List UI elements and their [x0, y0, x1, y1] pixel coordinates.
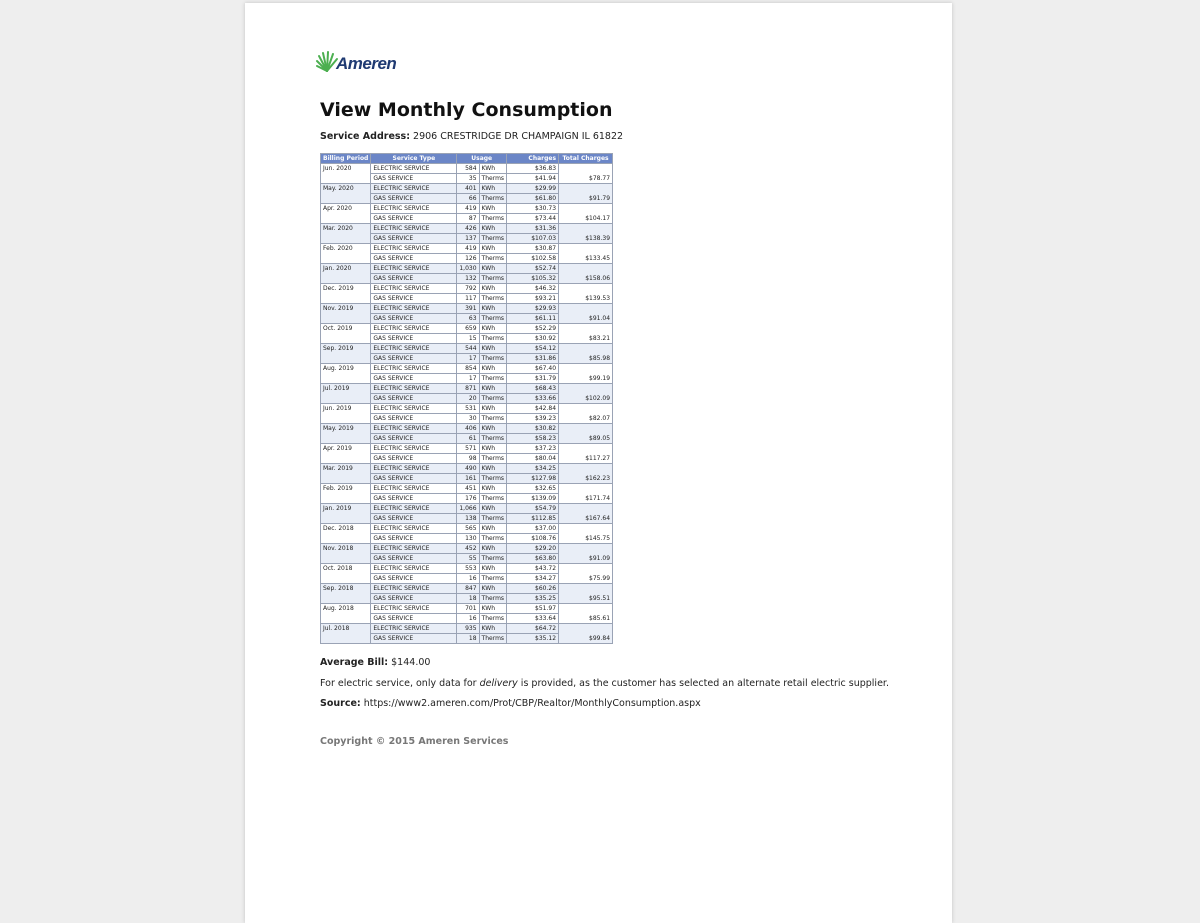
total-charge-cell: $167.64: [559, 504, 613, 524]
unit-cell: Therms: [479, 414, 507, 424]
charge-cell: $64.72: [507, 624, 559, 634]
usage-cell: 15: [457, 334, 479, 344]
charge-cell: $58.23: [507, 434, 559, 444]
service-type-cell: GAS SERVICE: [371, 614, 457, 624]
usage-cell: 935: [457, 624, 479, 634]
consumption-table-wrap: [320, 153, 613, 644]
note-text-before: For electric service, only data for: [320, 678, 480, 689]
average-bill: [320, 657, 430, 668]
service-type-cell: GAS SERVICE: [371, 234, 457, 244]
usage-cell: 63: [457, 314, 479, 324]
usage-cell: 565: [457, 524, 479, 534]
unit-cell: KWh: [479, 284, 507, 294]
total-charge-cell: $82.07: [559, 404, 613, 424]
charge-cell: $43.72: [507, 564, 559, 574]
unit-cell: KWh: [479, 204, 507, 214]
unit-cell: KWh: [479, 184, 507, 194]
usage-cell: 55: [457, 554, 479, 564]
service-type-cell: ELECTRIC SERVICE: [371, 464, 457, 474]
usage-cell: 571: [457, 444, 479, 454]
charge-cell: $39.23: [507, 414, 559, 424]
table-row: [321, 404, 613, 414]
charge-cell: $52.74: [507, 264, 559, 274]
service-type-cell: ELECTRIC SERVICE: [371, 524, 457, 534]
service-type-cell: ELECTRIC SERVICE: [371, 444, 457, 454]
service-type-cell: ELECTRIC SERVICE: [371, 184, 457, 194]
charge-cell: $73.44: [507, 214, 559, 224]
total-charge-cell: $91.79: [559, 184, 613, 204]
service-address: [320, 131, 623, 142]
service-type-cell: GAS SERVICE: [371, 214, 457, 224]
unit-cell: Therms: [479, 494, 507, 504]
table-row: [321, 364, 613, 374]
billing-period-cell: Feb. 2020: [321, 244, 371, 264]
table-row: [321, 204, 613, 214]
unit-cell: KWh: [479, 444, 507, 454]
unit-cell: KWh: [479, 384, 507, 394]
usage-cell: 16: [457, 614, 479, 624]
unit-cell: Therms: [479, 254, 507, 264]
unit-cell: KWh: [479, 364, 507, 374]
table-row: [321, 324, 613, 334]
service-type-cell: ELECTRIC SERVICE: [371, 624, 457, 634]
billing-period-cell: Sep. 2018: [321, 584, 371, 604]
unit-cell: Therms: [479, 334, 507, 344]
total-charge-cell: $85.98: [559, 344, 613, 364]
total-charge-cell: $133.45: [559, 244, 613, 264]
unit-cell: KWh: [479, 544, 507, 554]
usage-cell: 419: [457, 204, 479, 214]
table-row: [321, 504, 613, 514]
billing-period-cell: Nov. 2019: [321, 304, 371, 324]
billing-period-cell: Mar. 2020: [321, 224, 371, 244]
charge-cell: $33.64: [507, 614, 559, 624]
usage-cell: 66: [457, 194, 479, 204]
charge-cell: $139.09: [507, 494, 559, 504]
total-charge-cell: $139.53: [559, 284, 613, 304]
table-row: [321, 344, 613, 354]
service-type-cell: GAS SERVICE: [371, 534, 457, 544]
document-page: [245, 3, 952, 923]
unit-cell: KWh: [479, 264, 507, 274]
unit-cell: KWh: [479, 324, 507, 334]
unit-cell: Therms: [479, 434, 507, 444]
unit-cell: KWh: [479, 244, 507, 254]
service-type-cell: GAS SERVICE: [371, 174, 457, 184]
total-charge-cell: $117.27: [559, 444, 613, 464]
charge-cell: $30.73: [507, 204, 559, 214]
usage-cell: 391: [457, 304, 479, 314]
service-type-cell: GAS SERVICE: [371, 494, 457, 504]
total-charge-cell: $91.04: [559, 304, 613, 324]
note-text-after: is provided, as the customer has selected an alternate retail electric supplier.: [517, 678, 889, 689]
service-type-cell: ELECTRIC SERVICE: [371, 304, 457, 314]
service-type-cell: ELECTRIC SERVICE: [371, 384, 457, 394]
charge-cell: $54.12: [507, 344, 559, 354]
header-service-type: Service Type: [371, 154, 457, 164]
total-charge-cell: $89.05: [559, 424, 613, 444]
unit-cell: Therms: [479, 294, 507, 304]
usage-cell: 87: [457, 214, 479, 224]
unit-cell: KWh: [479, 344, 507, 354]
charge-cell: $37.00: [507, 524, 559, 534]
usage-cell: 584: [457, 164, 479, 174]
usage-cell: 18: [457, 634, 479, 644]
usage-cell: 451: [457, 484, 479, 494]
service-type-cell: ELECTRIC SERVICE: [371, 164, 457, 174]
total-charge-cell: $171.74: [559, 484, 613, 504]
usage-cell: 130: [457, 534, 479, 544]
billing-period-cell: Aug. 2018: [321, 604, 371, 624]
total-charge-cell: $138.39: [559, 224, 613, 244]
source: [320, 698, 701, 709]
service-address-value: 2906 CRESTRIDGE DR CHAMPAIGN IL 61822: [413, 131, 624, 142]
usage-cell: 531: [457, 404, 479, 414]
service-type-cell: GAS SERVICE: [371, 414, 457, 424]
service-type-cell: GAS SERVICE: [371, 554, 457, 564]
usage-cell: 17: [457, 354, 479, 364]
table-body: [321, 164, 613, 644]
unit-cell: Therms: [479, 194, 507, 204]
usage-cell: 61: [457, 434, 479, 444]
total-charge-cell: $75.99: [559, 564, 613, 584]
unit-cell: KWh: [479, 464, 507, 474]
usage-cell: 138: [457, 514, 479, 524]
charge-cell: $93.21: [507, 294, 559, 304]
charge-cell: $54.79: [507, 504, 559, 514]
charge-cell: $61.80: [507, 194, 559, 204]
average-bill-label: Average Bill:: [320, 657, 389, 668]
total-charge-cell: $162.23: [559, 464, 613, 484]
usage-cell: 426: [457, 224, 479, 234]
charge-cell: $127.98: [507, 474, 559, 484]
billing-period-cell: May. 2019: [321, 424, 371, 444]
usage-cell: 35: [457, 174, 479, 184]
service-type-cell: ELECTRIC SERVICE: [371, 584, 457, 594]
unit-cell: Therms: [479, 174, 507, 184]
charge-cell: $31.79: [507, 374, 559, 384]
total-charge-cell: $78.77: [559, 164, 613, 184]
service-type-cell: GAS SERVICE: [371, 434, 457, 444]
usage-cell: 98: [457, 454, 479, 464]
usage-cell: 659: [457, 324, 479, 334]
usage-cell: 18: [457, 594, 479, 604]
consumption-table: [320, 153, 613, 644]
service-type-cell: GAS SERVICE: [371, 374, 457, 384]
charge-cell: $30.87: [507, 244, 559, 254]
unit-cell: Therms: [479, 314, 507, 324]
usage-cell: 132: [457, 274, 479, 284]
billing-period-cell: Oct. 2019: [321, 324, 371, 344]
unit-cell: KWh: [479, 584, 507, 594]
charge-cell: $30.82: [507, 424, 559, 434]
unit-cell: Therms: [479, 214, 507, 224]
table-row: [321, 484, 613, 494]
usage-cell: 847: [457, 584, 479, 594]
unit-cell: Therms: [479, 354, 507, 364]
charge-cell: $34.27: [507, 574, 559, 584]
ameren-logo-text: Ameren: [336, 54, 397, 73]
billing-period-cell: Aug. 2019: [321, 364, 371, 384]
unit-cell: KWh: [479, 604, 507, 614]
service-type-cell: ELECTRIC SERVICE: [371, 364, 457, 374]
charge-cell: $32.65: [507, 484, 559, 494]
unit-cell: KWh: [479, 564, 507, 574]
service-type-cell: ELECTRIC SERVICE: [371, 264, 457, 274]
service-type-cell: ELECTRIC SERVICE: [371, 484, 457, 494]
service-type-cell: ELECTRIC SERVICE: [371, 224, 457, 234]
service-type-cell: GAS SERVICE: [371, 454, 457, 464]
charge-cell: $108.76: [507, 534, 559, 544]
usage-cell: 401: [457, 184, 479, 194]
charge-cell: $60.26: [507, 584, 559, 594]
unit-cell: Therms: [479, 374, 507, 384]
charge-cell: $34.25: [507, 464, 559, 474]
usage-cell: 126: [457, 254, 479, 264]
charge-cell: $112.85: [507, 514, 559, 524]
usage-cell: 452: [457, 544, 479, 554]
charge-cell: $68.43: [507, 384, 559, 394]
billing-period-cell: Jan. 2020: [321, 264, 371, 284]
charge-cell: $29.20: [507, 544, 559, 554]
usage-cell: 137: [457, 234, 479, 244]
usage-cell: 553: [457, 564, 479, 574]
total-charge-cell: $91.09: [559, 544, 613, 564]
page-title: View Monthly Consumption: [320, 99, 613, 121]
service-type-cell: GAS SERVICE: [371, 394, 457, 404]
table-row: [321, 304, 613, 314]
total-charge-cell: $83.21: [559, 324, 613, 344]
total-charge-cell: $95.51: [559, 584, 613, 604]
charge-cell: $31.86: [507, 354, 559, 364]
service-type-cell: GAS SERVICE: [371, 514, 457, 524]
usage-cell: 871: [457, 384, 479, 394]
usage-cell: 20: [457, 394, 479, 404]
service-type-cell: ELECTRIC SERVICE: [371, 504, 457, 514]
unit-cell: Therms: [479, 234, 507, 244]
table-row: [321, 424, 613, 434]
unit-cell: KWh: [479, 484, 507, 494]
charge-cell: $105.32: [507, 274, 559, 284]
copyright: Copyright © 2015 Ameren Services: [320, 736, 509, 747]
unit-cell: Therms: [479, 514, 507, 524]
unit-cell: Therms: [479, 474, 507, 484]
electric-note: [320, 678, 889, 689]
charge-cell: $80.04: [507, 454, 559, 464]
service-type-cell: ELECTRIC SERVICE: [371, 244, 457, 254]
unit-cell: KWh: [479, 304, 507, 314]
service-type-cell: GAS SERVICE: [371, 334, 457, 344]
service-type-cell: ELECTRIC SERVICE: [371, 344, 457, 354]
table-row: [321, 544, 613, 554]
service-type-cell: ELECTRIC SERVICE: [371, 284, 457, 294]
unit-cell: KWh: [479, 504, 507, 514]
service-type-cell: GAS SERVICE: [371, 254, 457, 264]
table-row: [321, 524, 613, 534]
billing-period-cell: Apr. 2019: [321, 444, 371, 464]
unit-cell: Therms: [479, 594, 507, 604]
service-type-cell: ELECTRIC SERVICE: [371, 424, 457, 434]
usage-cell: 792: [457, 284, 479, 294]
average-bill-value: $144.00: [391, 657, 431, 668]
charge-cell: $31.36: [507, 224, 559, 234]
billing-period-cell: Jan. 2019: [321, 504, 371, 524]
table-row: [321, 464, 613, 474]
billing-period-cell: Nov. 2018: [321, 544, 371, 564]
service-address-label: Service Address:: [320, 131, 410, 142]
unit-cell: Therms: [479, 634, 507, 644]
charge-cell: $33.66: [507, 394, 559, 404]
charge-cell: $51.97: [507, 604, 559, 614]
billing-period-cell: Jun. 2020: [321, 164, 371, 184]
billing-period-cell: Jul. 2018: [321, 624, 371, 644]
charge-cell: $42.84: [507, 404, 559, 414]
charge-cell: $29.99: [507, 184, 559, 194]
charge-cell: $35.12: [507, 634, 559, 644]
unit-cell: Therms: [479, 454, 507, 464]
billing-period-cell: Jun. 2019: [321, 404, 371, 424]
charge-cell: $36.83: [507, 164, 559, 174]
usage-cell: 176: [457, 494, 479, 504]
note-emphasis: delivery: [479, 678, 518, 689]
service-type-cell: GAS SERVICE: [371, 194, 457, 204]
charge-cell: $63.80: [507, 554, 559, 564]
header-usage: Usage: [457, 154, 507, 164]
source-label: Source:: [320, 698, 361, 709]
unit-cell: Therms: [479, 614, 507, 624]
table-row: [321, 164, 613, 174]
usage-cell: 701: [457, 604, 479, 614]
source-url[interactable]: https://www2.ameren.com/Prot/CBP/Realtor/MonthlyConsumption.aspx: [363, 698, 701, 709]
service-type-cell: GAS SERVICE: [371, 634, 457, 644]
unit-cell: Therms: [479, 274, 507, 284]
total-charge-cell: $158.06: [559, 264, 613, 284]
service-type-cell: GAS SERVICE: [371, 274, 457, 284]
total-charge-cell: $85.61: [559, 604, 613, 624]
total-charge-cell: $104.17: [559, 204, 613, 224]
service-type-cell: GAS SERVICE: [371, 574, 457, 584]
service-type-cell: GAS SERVICE: [371, 294, 457, 304]
table-row: [321, 264, 613, 274]
usage-cell: 1,066: [457, 504, 479, 514]
billing-period-cell: Apr. 2020: [321, 204, 371, 224]
charge-cell: $37.23: [507, 444, 559, 454]
unit-cell: KWh: [479, 404, 507, 414]
usage-cell: 490: [457, 464, 479, 474]
table-row: [321, 604, 613, 614]
table-row: [321, 384, 613, 394]
usage-cell: 544: [457, 344, 479, 354]
charge-cell: $41.94: [507, 174, 559, 184]
total-charge-cell: $99.19: [559, 364, 613, 384]
service-type-cell: ELECTRIC SERVICE: [371, 604, 457, 614]
billing-period-cell: Sep. 2019: [321, 344, 371, 364]
usage-cell: 17: [457, 374, 479, 384]
table-row: [321, 444, 613, 454]
ameren-logo: [315, 51, 396, 73]
header-total-charges: Total Charges: [559, 154, 613, 164]
usage-cell: 854: [457, 364, 479, 374]
charge-cell: $102.58: [507, 254, 559, 264]
billing-period-cell: Feb. 2019: [321, 484, 371, 504]
billing-period-cell: Dec. 2019: [321, 284, 371, 304]
service-type-cell: ELECTRIC SERVICE: [371, 204, 457, 214]
unit-cell: KWh: [479, 164, 507, 174]
unit-cell: KWh: [479, 424, 507, 434]
service-type-cell: GAS SERVICE: [371, 314, 457, 324]
unit-cell: KWh: [479, 224, 507, 234]
usage-cell: 419: [457, 244, 479, 254]
charge-cell: $107.03: [507, 234, 559, 244]
service-type-cell: GAS SERVICE: [371, 594, 457, 604]
total-charge-cell: $145.75: [559, 524, 613, 544]
table-row: [321, 564, 613, 574]
charge-cell: $46.32: [507, 284, 559, 294]
service-type-cell: ELECTRIC SERVICE: [371, 324, 457, 334]
charge-cell: $35.25: [507, 594, 559, 604]
service-type-cell: GAS SERVICE: [371, 354, 457, 364]
charge-cell: $67.40: [507, 364, 559, 374]
usage-cell: 406: [457, 424, 479, 434]
table-row: [321, 224, 613, 234]
usage-cell: 30: [457, 414, 479, 424]
billing-period-cell: Dec. 2018: [321, 524, 371, 544]
billing-period-cell: Jul. 2019: [321, 384, 371, 404]
usage-cell: 117: [457, 294, 479, 304]
header-billing-period: Billing Period: [321, 154, 371, 164]
unit-cell: Therms: [479, 554, 507, 564]
total-charge-cell: $102.09: [559, 384, 613, 404]
total-charge-cell: $99.84: [559, 624, 613, 644]
billing-period-cell: May. 2020: [321, 184, 371, 204]
charge-cell: $30.92: [507, 334, 559, 344]
usage-cell: 1,030: [457, 264, 479, 274]
charge-cell: $52.29: [507, 324, 559, 334]
unit-cell: Therms: [479, 534, 507, 544]
service-type-cell: GAS SERVICE: [371, 474, 457, 484]
table-row: [321, 584, 613, 594]
unit-cell: KWh: [479, 624, 507, 634]
unit-cell: KWh: [479, 524, 507, 534]
table-row: [321, 624, 613, 634]
billing-period-cell: Mar. 2019: [321, 464, 371, 484]
service-type-cell: ELECTRIC SERVICE: [371, 564, 457, 574]
service-type-cell: ELECTRIC SERVICE: [371, 404, 457, 414]
unit-cell: Therms: [479, 574, 507, 584]
service-type-cell: ELECTRIC SERVICE: [371, 544, 457, 554]
table-header-row: [321, 154, 613, 164]
billing-period-cell: Oct. 2018: [321, 564, 371, 584]
usage-cell: 16: [457, 574, 479, 584]
table-row: [321, 244, 613, 254]
usage-cell: 161: [457, 474, 479, 484]
charge-cell: $29.93: [507, 304, 559, 314]
unit-cell: Therms: [479, 394, 507, 404]
charge-cell: $61.11: [507, 314, 559, 324]
header-charges: Charges: [507, 154, 559, 164]
table-row: [321, 184, 613, 194]
table-row: [321, 284, 613, 294]
